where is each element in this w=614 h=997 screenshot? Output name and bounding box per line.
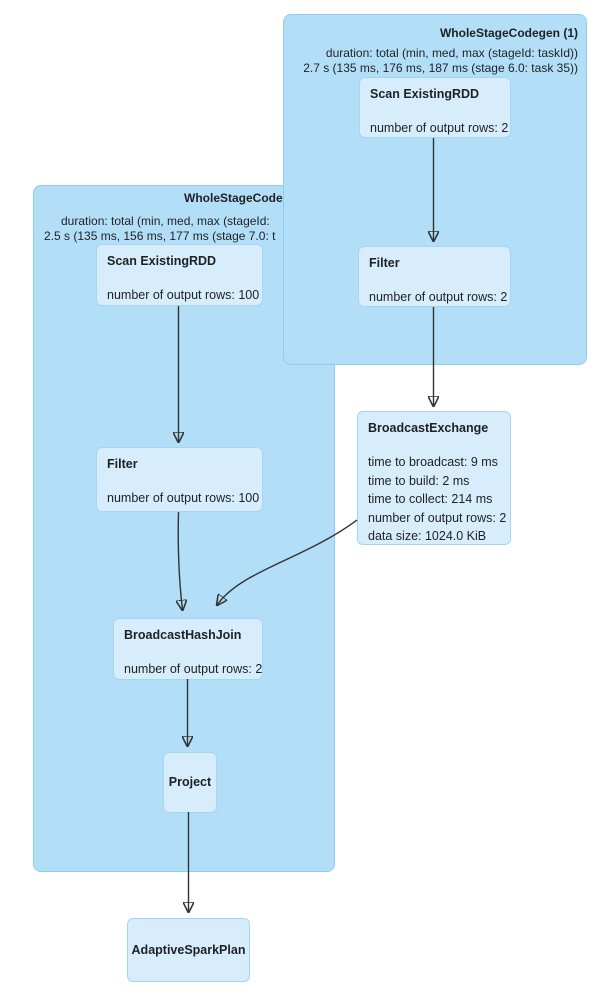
node-title: BroadcastExchange <box>368 421 489 435</box>
node-title: BroadcastHashJoin <box>124 628 242 642</box>
node-scan-existingrdd-2 <box>96 244 263 306</box>
node-broadcasthashjoin <box>113 618 263 680</box>
cluster-duration-value: 2.7 s (135 ms, 176 ms, 187 ms (stage 6.0: task 35)) <box>303 61 578 75</box>
node-metric: number of output rows: 100 <box>107 491 260 505</box>
metric-time-to-collect: time to collect: 214 ms <box>368 492 493 506</box>
cluster-wholestagecodegen-1 <box>283 14 587 365</box>
node-title: AdaptiveSparkPlan <box>131 942 246 957</box>
node-broadcastexchange <box>357 411 511 545</box>
cluster-title: WholeStageCode <box>184 191 283 205</box>
node-filter-1 <box>358 246 511 307</box>
node-metric: number of output rows: 2 <box>124 662 263 676</box>
metric-data-size: data size: 1024.0 KiB <box>368 529 487 543</box>
node-title: Project <box>168 775 212 789</box>
node-metrics <box>368 453 507 546</box>
node-filter-2 <box>96 447 263 512</box>
cluster-duration-label: duration: total (min, med, max (stageId: taskId)) <box>325 46 578 60</box>
cluster-header <box>303 25 578 76</box>
node-title: Filter <box>369 256 400 270</box>
node-title: Filter <box>107 457 138 471</box>
cluster-duration-value: 2.5 s (135 ms, 156 ms, 177 ms (stage 7.0: t <box>44 229 276 243</box>
metric-time-to-build: time to build: 2 ms <box>368 473 470 488</box>
node-adaptivesparkplan <box>127 918 250 982</box>
cluster-title: WholeStageCodegen (1) <box>439 26 578 40</box>
node-title: Scan ExistingRDD <box>107 254 217 268</box>
node-project <box>163 752 217 813</box>
metric-time-to-broadcast: time to broadcast: 9 ms <box>368 455 498 469</box>
node-metric: number of output rows: 2 <box>369 290 508 304</box>
node-metric: number of output rows: 100 <box>107 288 260 302</box>
node-metric: number of output rows: 2 <box>370 121 509 135</box>
cluster-duration-label: duration: total (min, med, max (stageId: <box>61 214 270 228</box>
node-scan-existingrdd-1 <box>359 77 511 138</box>
node-title: Scan ExistingRDD <box>370 87 480 101</box>
metric-output-rows: number of output rows: 2 <box>368 510 507 525</box>
